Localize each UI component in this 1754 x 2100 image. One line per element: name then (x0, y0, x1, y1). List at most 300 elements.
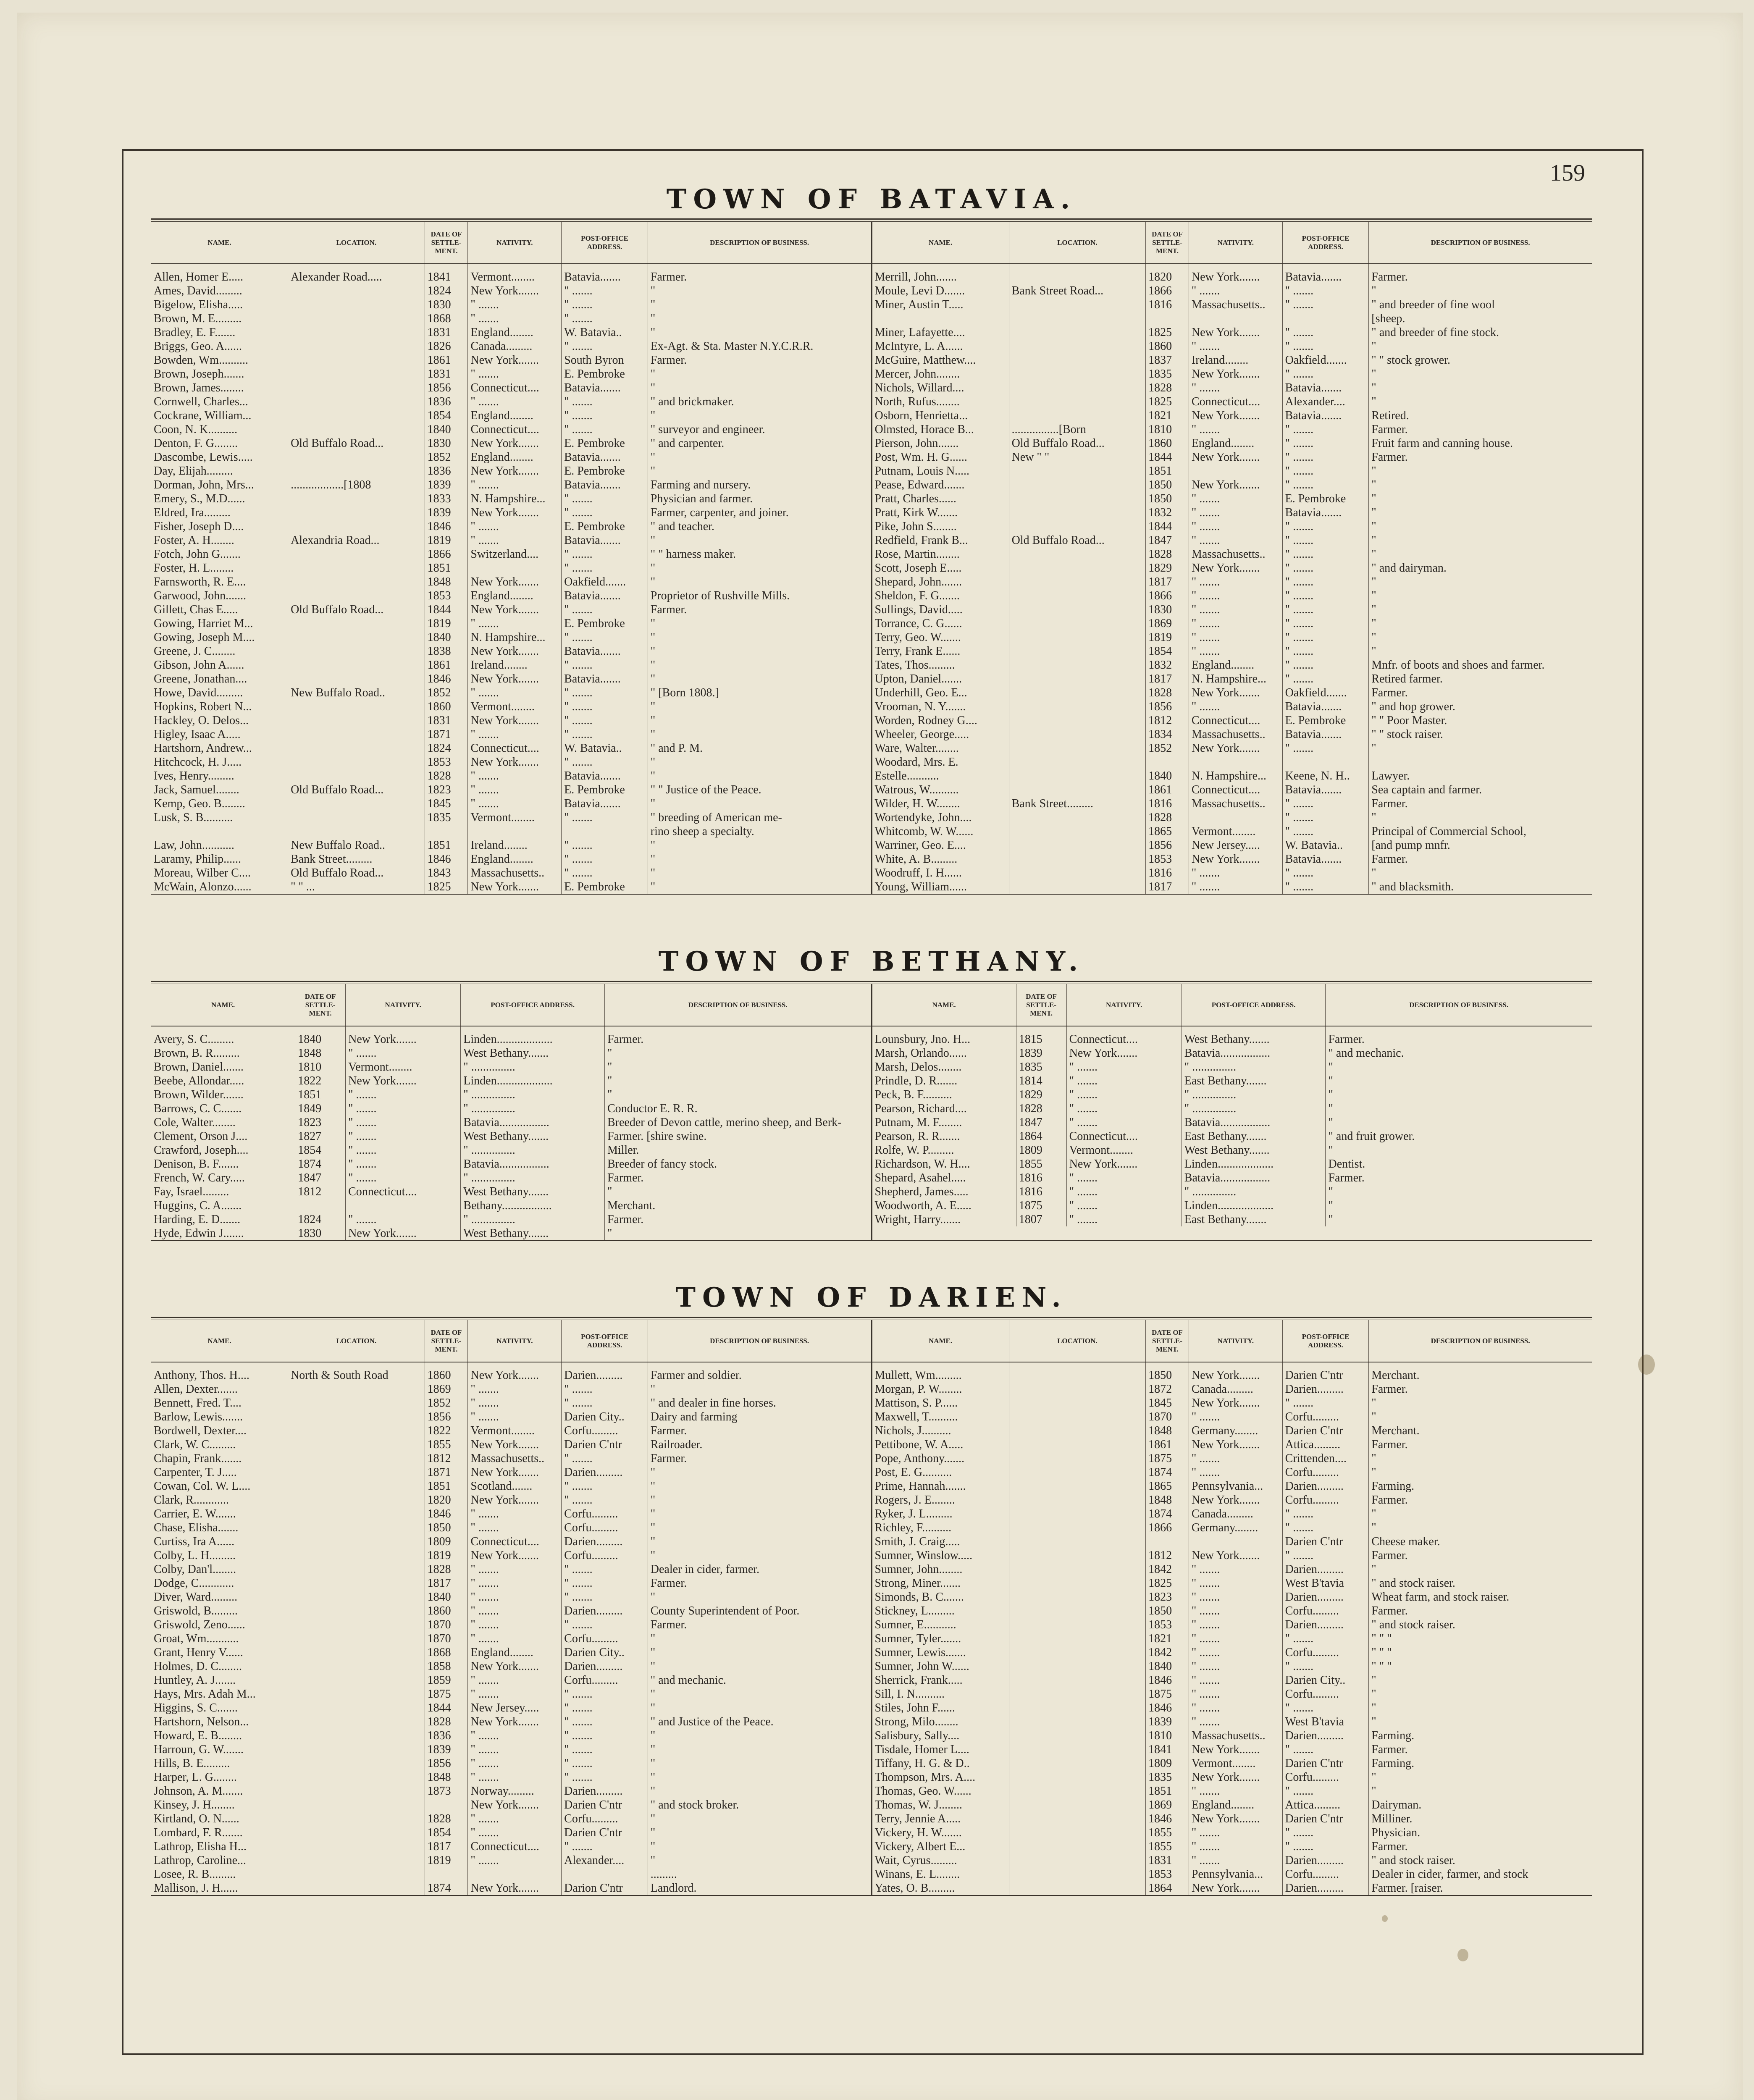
table-cell: North, Rufus........ (872, 395, 1009, 409)
table-cell: New York....... (1189, 686, 1282, 700)
table-cell: " ....... (562, 423, 648, 436)
table-cell: Vrooman, N. Y....... (872, 700, 1009, 714)
table-cell: Principal of Commercial School, (1371, 825, 1526, 838)
table-cell: " ....... (562, 409, 648, 423)
table-cell: Keene, N. H.. (1282, 769, 1369, 783)
table-cell: " ....... (468, 533, 562, 547)
table-cell: Vermont........ (1189, 1756, 1282, 1770)
table-cell: 1817 (1146, 880, 1189, 894)
table-cell: Howe, David......... (151, 686, 288, 700)
table-cell: " ....... (562, 1479, 648, 1493)
table-cell: 1821 (1146, 1632, 1189, 1646)
table-cell: 1843 (425, 866, 468, 880)
table-cell: England........ (468, 589, 562, 603)
table-row (151, 1853, 871, 1867)
table-cell: " ....... (1282, 1521, 1369, 1535)
column-header: NATIVITY. (1189, 222, 1282, 264)
table-cell: Darien......... (562, 1465, 648, 1479)
table-cell: " ....... (1189, 506, 1282, 520)
table-cell: " (650, 1854, 656, 1867)
table-cell: 1854 (425, 409, 468, 423)
table-cell: Laramy, Philip...... (151, 852, 288, 866)
table-cell: " (650, 1729, 656, 1742)
table-cell: " ....... (468, 520, 562, 533)
table-cell: 1866 (1146, 589, 1189, 603)
table-cell (1009, 575, 1146, 589)
table-cell: McGuire, Matthew.... (872, 353, 1009, 367)
table-cell: 1856 (1146, 838, 1189, 852)
table-cell: Woodard, Mrs. E. (872, 755, 1009, 769)
table-cell: " ....... (468, 686, 562, 700)
table-cell: " (650, 1507, 656, 1520)
table-cell: Thompson, Mrs. A.... (872, 1770, 1009, 1784)
table-row (151, 797, 871, 811)
table-cell (151, 824, 288, 838)
table-cell: 1821 (1146, 409, 1189, 423)
table-cell: 1860 (425, 1362, 468, 1382)
table-cell: New York....... (1189, 326, 1282, 339)
table-cell: 1815 (1016, 1026, 1066, 1046)
table-cell (288, 561, 425, 575)
table-cell: 1831 (425, 367, 468, 381)
table-cell: 1850 (1146, 478, 1189, 492)
table-cell: Pierson, John....... (872, 436, 1009, 450)
column-header: NAME. (151, 222, 288, 264)
table-cell (288, 464, 425, 478)
table-cell: Winans, E. L........ (872, 1867, 1009, 1881)
column-header: DESCRIPTION OF BUSINESS. (648, 1320, 871, 1362)
table-cell: Salisbury, Sally.... (872, 1729, 1009, 1743)
table-cell: " (650, 381, 656, 394)
table-cell (288, 1549, 425, 1562)
table-cell: Chase, Elisha....... (151, 1521, 288, 1535)
table-cell: N. Hampshire... (1189, 672, 1282, 686)
table-cell: Batavia................. (461, 1116, 605, 1129)
table-cell: " (1371, 492, 1376, 505)
table-cell: 1842 (1146, 1646, 1189, 1659)
table-cell: " and mechanic. (650, 1674, 726, 1687)
table-cell: Coon, N. K.......... (151, 423, 288, 436)
section-rule (151, 1317, 1592, 1320)
table-cell: Kemp, Geo. B........ (151, 797, 288, 811)
table-cell: " ....... (1066, 1199, 1182, 1213)
directory-table (872, 984, 1592, 1226)
table-cell (1009, 1826, 1146, 1840)
table-cell: " ....... (1282, 866, 1369, 880)
table-cell: " (650, 1743, 656, 1756)
table-row (151, 589, 871, 603)
table-cell: Simonds, B. C....... (872, 1590, 1009, 1604)
table-cell: Maxwell, T.......... (872, 1410, 1009, 1424)
table-cell: New York....... (1189, 1362, 1282, 1382)
table-cell: " (1371, 866, 1376, 879)
table-cell: Redfield, Frank B... (872, 533, 1009, 547)
column-header: NATIVITY. (346, 984, 461, 1026)
table-cell: " ............... (461, 1088, 605, 1102)
table-cell: " ....... (1189, 1701, 1282, 1715)
table-cell: " (650, 284, 656, 297)
table-cell: 1826 (425, 339, 468, 353)
table-cell: Cole, Walter........ (151, 1116, 295, 1129)
table-cell: 1820 (1146, 264, 1189, 284)
table-cell: Alexander.... (562, 1853, 648, 1867)
table-row (872, 1362, 1592, 1382)
table-cell: England........ (1189, 658, 1282, 672)
table-cell: " ....... (1282, 478, 1369, 492)
table-cell: 1827 (295, 1129, 346, 1143)
table-cell: Canada......... (468, 339, 562, 353)
table-cell: Darien C'ntr (562, 1798, 648, 1812)
table-cell: 1820 (425, 1493, 468, 1507)
table-cell: Massachusetts.. (468, 866, 562, 880)
table-cell: Strong, Milo........ (872, 1715, 1009, 1729)
table-cell: Johnson, A. M....... (151, 1784, 288, 1798)
table-row (872, 1576, 1592, 1590)
table-cell (288, 1840, 425, 1853)
table-cell: Losee, R. B......... (151, 1867, 288, 1881)
table-row (151, 1088, 871, 1102)
table-cell: Corfu......... (1282, 1604, 1369, 1618)
table-cell: 1812 (1146, 1549, 1189, 1562)
table-cell: 1809 (1016, 1143, 1066, 1157)
table-cell: " ....... (562, 1770, 648, 1784)
table-cell: Cowan, Col. W. L.... (151, 1479, 288, 1493)
table-cell: Peck, B. F.......... (872, 1088, 1016, 1102)
table-cell: Kinsey, J. H........ (151, 1798, 288, 1812)
table-cell (1189, 755, 1282, 769)
table-cell: " ....... (468, 1673, 562, 1687)
table-cell: Vermont........ (346, 1060, 461, 1074)
table-row (151, 700, 871, 714)
table-row (151, 630, 871, 644)
table-cell: " ....... (1189, 1618, 1282, 1632)
table-cell: Massachusetts.. (1189, 797, 1282, 811)
table-cell: 1829 (1016, 1088, 1066, 1102)
table-cell (1009, 1479, 1146, 1493)
table-row (151, 1102, 871, 1116)
table-cell: " (650, 1521, 656, 1534)
table-cell: " ....... (1282, 880, 1369, 894)
table-cell: 1839 (1016, 1046, 1066, 1060)
table-cell: " ....... (468, 797, 562, 811)
table-cell (288, 1535, 425, 1549)
table-cell (1009, 1493, 1146, 1507)
table-cell: 1840 (1146, 1659, 1189, 1673)
table-cell: " ....... (1189, 1840, 1282, 1853)
table-cell: Marsh, Orlando...... (872, 1046, 1016, 1060)
table-cell: " ....... (1282, 339, 1369, 353)
table-cell: 1812 (425, 1452, 468, 1465)
table-cell: E. Pembroke (562, 367, 648, 381)
table-row (151, 1157, 871, 1171)
table-cell (288, 797, 425, 811)
table-cell: " and stock broker. (650, 1798, 739, 1811)
table-row (151, 1632, 871, 1646)
column-header: POST-OFFICE ADDRESS. (1182, 984, 1326, 1026)
table-row (872, 700, 1592, 714)
table-cell (562, 824, 648, 838)
table-row (151, 1143, 871, 1157)
table-cell: Farmer. (1371, 1840, 1408, 1853)
table-cell: County Superintendent of Poor. (650, 1604, 800, 1617)
table-cell: Farmer. (650, 1618, 687, 1631)
table-cell: Lathrop, Elisha H... (151, 1840, 288, 1853)
table-cell: Conductor E. R. R. (607, 1102, 698, 1115)
table-cell: " ....... (468, 1396, 562, 1410)
table-cell: " and fruit grower. (1328, 1130, 1415, 1143)
table-cell: Griswold, B......... (151, 1604, 288, 1618)
table-cell: Richley, F.......... (872, 1521, 1009, 1535)
table-cell: " ....... (346, 1088, 461, 1102)
table-cell: West Bethany....... (461, 1185, 605, 1199)
table-cell: " ....... (562, 395, 648, 409)
table-row (872, 1410, 1592, 1424)
table-row (872, 409, 1592, 423)
table-row (151, 1646, 871, 1659)
table-row (872, 492, 1592, 506)
table-cell: " ....... (468, 1770, 562, 1784)
table-cell: " (607, 1227, 612, 1240)
table-cell: Ames, David......... (151, 284, 288, 298)
table-row (151, 409, 871, 423)
directory-table (151, 1320, 871, 1895)
table-row (872, 506, 1592, 520)
column-header: NAME. (872, 1320, 1009, 1362)
table-cell: Connecticut.... (468, 741, 562, 755)
table-cell: Groat, Wm........... (151, 1632, 288, 1646)
table-cell (1189, 811, 1282, 824)
table-row (151, 1867, 871, 1881)
table-cell: " ....... (1282, 603, 1369, 617)
table-row (872, 478, 1592, 492)
table-cell: " (1371, 603, 1376, 616)
table-cell: Pearson, R. R....... (872, 1129, 1016, 1143)
table-cell: Anthony, Thos. H.... (151, 1362, 288, 1382)
table-cell (288, 644, 425, 658)
table-cell: " ....... (1066, 1213, 1182, 1226)
table-cell: Farmer. (607, 1213, 644, 1226)
table-row (872, 1715, 1592, 1729)
table-cell: Ryker, J. L......... (872, 1507, 1009, 1521)
table-cell: Shepard, Asahel..... (872, 1171, 1016, 1185)
table-cell: 1873 (425, 1784, 468, 1798)
table-cell: " and brickmaker. (650, 395, 734, 408)
table-row (872, 520, 1592, 533)
table-cell: Old Buffalo Road... (288, 603, 425, 617)
table-cell: 1819 (425, 617, 468, 630)
table-cell: Farmer and soldier. (650, 1369, 742, 1382)
table-row (151, 367, 871, 381)
section-rule (151, 218, 1592, 222)
table-row (151, 1185, 871, 1199)
table-row (872, 284, 1592, 298)
table-cell (288, 630, 425, 644)
column-header: POST-OFFICE ADDRESS. (562, 222, 648, 264)
table-row (151, 617, 871, 630)
table-cell: Law, John........... (151, 838, 288, 852)
column-header: DESCRIPTION OF BUSINESS. (1369, 1320, 1592, 1362)
table-cell: Olmsted, Horace B... (872, 423, 1009, 436)
table-cell (1009, 1382, 1146, 1396)
table-cell: Putnam, M. F........ (872, 1116, 1016, 1129)
table-cell: Huntley, A. J....... (151, 1673, 288, 1687)
table-cell: Corfu......... (1282, 1410, 1369, 1424)
table-cell (1009, 1424, 1146, 1438)
table-cell: " ....... (562, 1743, 648, 1756)
table-cell: 1840 (425, 423, 468, 436)
table-row (151, 769, 871, 783)
table-cell: Sill, I. N.......... (872, 1687, 1009, 1701)
table-row (872, 838, 1592, 852)
table-cell: Sullings, David..... (872, 603, 1009, 617)
table-row (872, 866, 1592, 880)
table-cell: " and breeder of fine stock. (1371, 326, 1499, 339)
table-cell: Old Buffalo Road... (1009, 533, 1146, 547)
table-cell: " ....... (346, 1157, 461, 1171)
table-cell: " ....... (1282, 811, 1369, 824)
table-cell: 1835 (1016, 1060, 1066, 1074)
table-cell: 1812 (1146, 714, 1189, 727)
table-cell: 1828 (425, 1562, 468, 1576)
table-cell: 1807 (1016, 1213, 1066, 1226)
table-cell: 1839 (425, 506, 468, 520)
table-cell: Batavia....... (562, 264, 648, 284)
table-cell: " ....... (1282, 1701, 1369, 1715)
table-row (151, 603, 871, 617)
table-cell: " (1371, 1507, 1376, 1520)
table-cell: " ....... (468, 1618, 562, 1632)
table-cell: " (650, 298, 656, 311)
table-cell: Avery, S. C......... (151, 1026, 295, 1046)
table-cell (1009, 492, 1146, 506)
table-cell: Darien......... (1282, 1729, 1369, 1743)
table-cell: Merrill, John....... (872, 264, 1009, 284)
table-row (872, 1424, 1592, 1438)
table-cell: Gowing, Joseph M.... (151, 630, 288, 644)
table-cell: 1816 (1016, 1185, 1066, 1199)
table-cell: 1853 (425, 589, 468, 603)
table-cell: New York....... (1189, 1743, 1282, 1756)
table-cell: 1866 (1146, 1521, 1189, 1535)
table-cell: " ....... (1189, 339, 1282, 353)
table-cell: 1860 (1146, 339, 1189, 353)
table-cell (1009, 1410, 1146, 1424)
table-cell: Batavia....... (562, 589, 648, 603)
table-cell: " ....... (1282, 367, 1369, 381)
table-row (872, 727, 1592, 741)
table-cell: " (650, 1383, 656, 1396)
table-cell: Attica......... (1282, 1438, 1369, 1452)
table-cell: Sherrick, Frank..... (872, 1673, 1009, 1687)
table-cell: Vermont........ (468, 264, 562, 284)
table-cell (288, 589, 425, 603)
column-header: NAME. (872, 222, 1009, 264)
table-row (872, 1826, 1592, 1840)
table-cell: " and blacksmith. (1371, 880, 1454, 893)
table-row (151, 714, 871, 727)
table-cell: Scotland....... (468, 1479, 562, 1493)
table-cell: Connecticut.... (468, 1535, 562, 1549)
table-cell: Darien C'ntr (562, 1826, 648, 1840)
table-cell: New York....... (1189, 1812, 1282, 1826)
table-cell: Holmes, D. C........ (151, 1659, 288, 1673)
table-cell: Vermont........ (468, 811, 562, 824)
table-cell: " ....... (1282, 1659, 1369, 1673)
table-row (872, 1116, 1592, 1129)
table-cell: " (650, 797, 656, 810)
table-cell: " ....... (1282, 575, 1369, 589)
table-cell: Corfu......... (1282, 1770, 1369, 1784)
table-cell: Connecticut.... (468, 423, 562, 436)
table-cell (288, 1784, 425, 1798)
table-cell: " ....... (562, 755, 648, 769)
table-cell (1009, 658, 1146, 672)
table-cell: Darien......... (1282, 1618, 1369, 1632)
table-cell: Massachusetts.. (1189, 298, 1282, 312)
table-row (872, 1465, 1592, 1479)
table-cell: West Bethany....... (461, 1046, 605, 1060)
table-cell: 1830 (425, 298, 468, 312)
table-row (872, 1060, 1592, 1074)
table-cell: Sumner, John W...... (872, 1659, 1009, 1673)
table-cell: 1847 (295, 1171, 346, 1185)
table-cell: Massachusetts.. (1189, 547, 1282, 561)
table-cell: New York....... (1189, 1438, 1282, 1452)
table-cell: " ....... (562, 714, 648, 727)
table-cell: " (1328, 1074, 1333, 1087)
table-cell: " ....... (1282, 1549, 1369, 1562)
table-cell: 1870 (425, 1618, 468, 1632)
table-cell: " ....... (1282, 589, 1369, 603)
table-cell (1009, 644, 1146, 658)
table-cell: " ....... (562, 1756, 648, 1770)
table-cell: Griswold, Zeno...... (151, 1618, 288, 1632)
table-cell: " and dealer in fine horses. (650, 1396, 776, 1410)
table-cell: " " ... (288, 880, 425, 894)
table-cell: Batavia....... (1282, 381, 1369, 395)
table-row (872, 672, 1592, 686)
directory-table (151, 984, 871, 1240)
table-cell (1009, 714, 1146, 727)
table-cell: 1846 (1146, 1673, 1189, 1687)
table-cell: Darien City.. (562, 1410, 648, 1424)
table-cell: Farnsworth, R. E.... (151, 575, 288, 589)
table-cell: " ....... (562, 1576, 648, 1590)
table-cell: Bethany................. (461, 1199, 605, 1213)
table-row (151, 672, 871, 686)
table-row (151, 1756, 871, 1770)
section-title: TOWN OF BATAVIA. (666, 184, 1077, 215)
table-cell: 1853 (1146, 852, 1189, 866)
table-cell: Hopkins, Robert N... (151, 700, 288, 714)
table-cell (288, 492, 425, 506)
table-cell: " (607, 1060, 612, 1074)
table-cell: Farmer. (650, 354, 687, 367)
table-cell (288, 1438, 425, 1452)
table-cell: " (650, 769, 656, 782)
table-cell: Briggs, Geo. A...... (151, 339, 288, 353)
table-cell: Warriner, Geo. E.... (872, 838, 1009, 852)
table-cell (288, 1507, 425, 1521)
table-row (872, 1632, 1592, 1646)
table-cell (1009, 1715, 1146, 1729)
column-header: POST-OFFICE ADDRESS. (562, 1320, 648, 1362)
table-cell: Emery, S., M.D...... (151, 492, 288, 506)
table-cell: Torrance, C. G...... (872, 617, 1009, 630)
table-cell: " (1328, 1060, 1333, 1074)
table-row (872, 1382, 1592, 1396)
table-cell: New " " (1009, 450, 1146, 464)
